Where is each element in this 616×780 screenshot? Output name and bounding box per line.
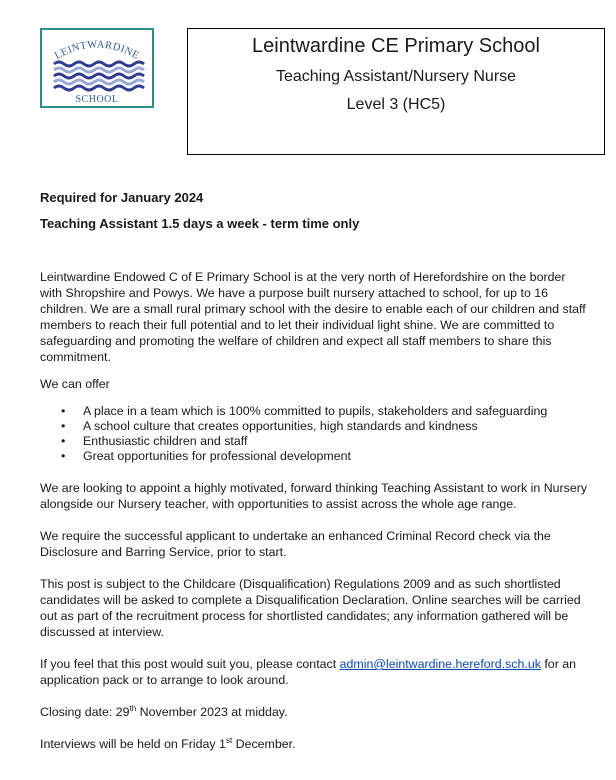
contact-paragraph xyxy=(40,656,588,688)
job-level: Level 3 (HC5) xyxy=(346,96,446,113)
dbs-paragraph: We require the successful applicant to undertake an enhanced Criminal Record check via the Disclosure and Barring Service, prior to start. xyxy=(40,529,551,559)
contact-text-before: If you feel that this post would suit you, please contact xyxy=(40,657,340,671)
interview-text-rest: December. xyxy=(232,737,296,751)
closing-date xyxy=(40,704,588,720)
interview-date xyxy=(40,736,588,752)
required-date-heading: Required for January 2024 xyxy=(40,190,204,205)
closing-date-label: Closing date: 29 xyxy=(40,705,130,719)
offer-item: • Great opportunities for professional development xyxy=(83,449,588,464)
school-logo xyxy=(40,28,154,108)
closing-date-rest: November 2023 at midday. xyxy=(136,705,288,719)
closing-date-suffix: th xyxy=(129,703,137,713)
title-box xyxy=(187,28,605,155)
offer-item: • A school culture that creates opportunities, high standards and kindness xyxy=(83,419,588,434)
appoint-paragraph: We are looking to appoint a highly motivated, forward thinking Teaching Assistant to work in Nursery alongside our Nursery teacher, with opportunities to assist across the whole age range. xyxy=(40,481,588,511)
contact-text-after: for an application pack or to arrange to look around. xyxy=(40,657,577,687)
job-title: Teaching Assistant/Nursery Nurse xyxy=(275,68,517,85)
offer-heading: We can offer xyxy=(40,377,110,391)
hours-heading: Teaching Assistant 1.5 days a week - term time only xyxy=(40,216,360,231)
interview-suffix: st xyxy=(225,735,233,745)
logo-top-text: LEINTWARDINE xyxy=(53,39,141,62)
contact-email-link[interactable]: admin@leintwardine.hereford.sch.uk xyxy=(339,657,541,671)
childcare-paragraph: This post is subject to the Childcare (Disqualification) Regulations 2009 and as such shortlisted candidates will be asked to complete a Disqualification Declaration. Online searches will be carried out as part of the recruitment process for shortlisted candidates; any information gathered will be discussed at interview. xyxy=(40,577,581,639)
advert-body xyxy=(40,190,588,752)
offer-item: • A place in a team which is 100% committed to pupils, stakeholders and safeguarding xyxy=(83,404,588,419)
logo-bottom-text: SCHOOL xyxy=(75,94,119,105)
offer-list xyxy=(40,404,588,464)
interview-text: Interviews will be held on Friday 1 xyxy=(40,737,226,751)
school-logo-graphic xyxy=(40,28,154,108)
offer-item: • Enthusiastic children and staff xyxy=(83,434,588,449)
school-name: Leintwardine CE Primary School xyxy=(252,35,540,57)
intro-paragraph: Leintwardine Endowed C of E Primary School is at the very north of Herefordshire on the border with Shropshire and Powys. We have a purpose built nursery attached to school, for up to 16 children. We are a small rural primary school with the desire to enable each of our children and staff members to reach their full potential and to let their individual light shine. We are committed to safeguarding and promoting the welfare of children and expect all staff members to share this commitment. xyxy=(40,270,586,364)
